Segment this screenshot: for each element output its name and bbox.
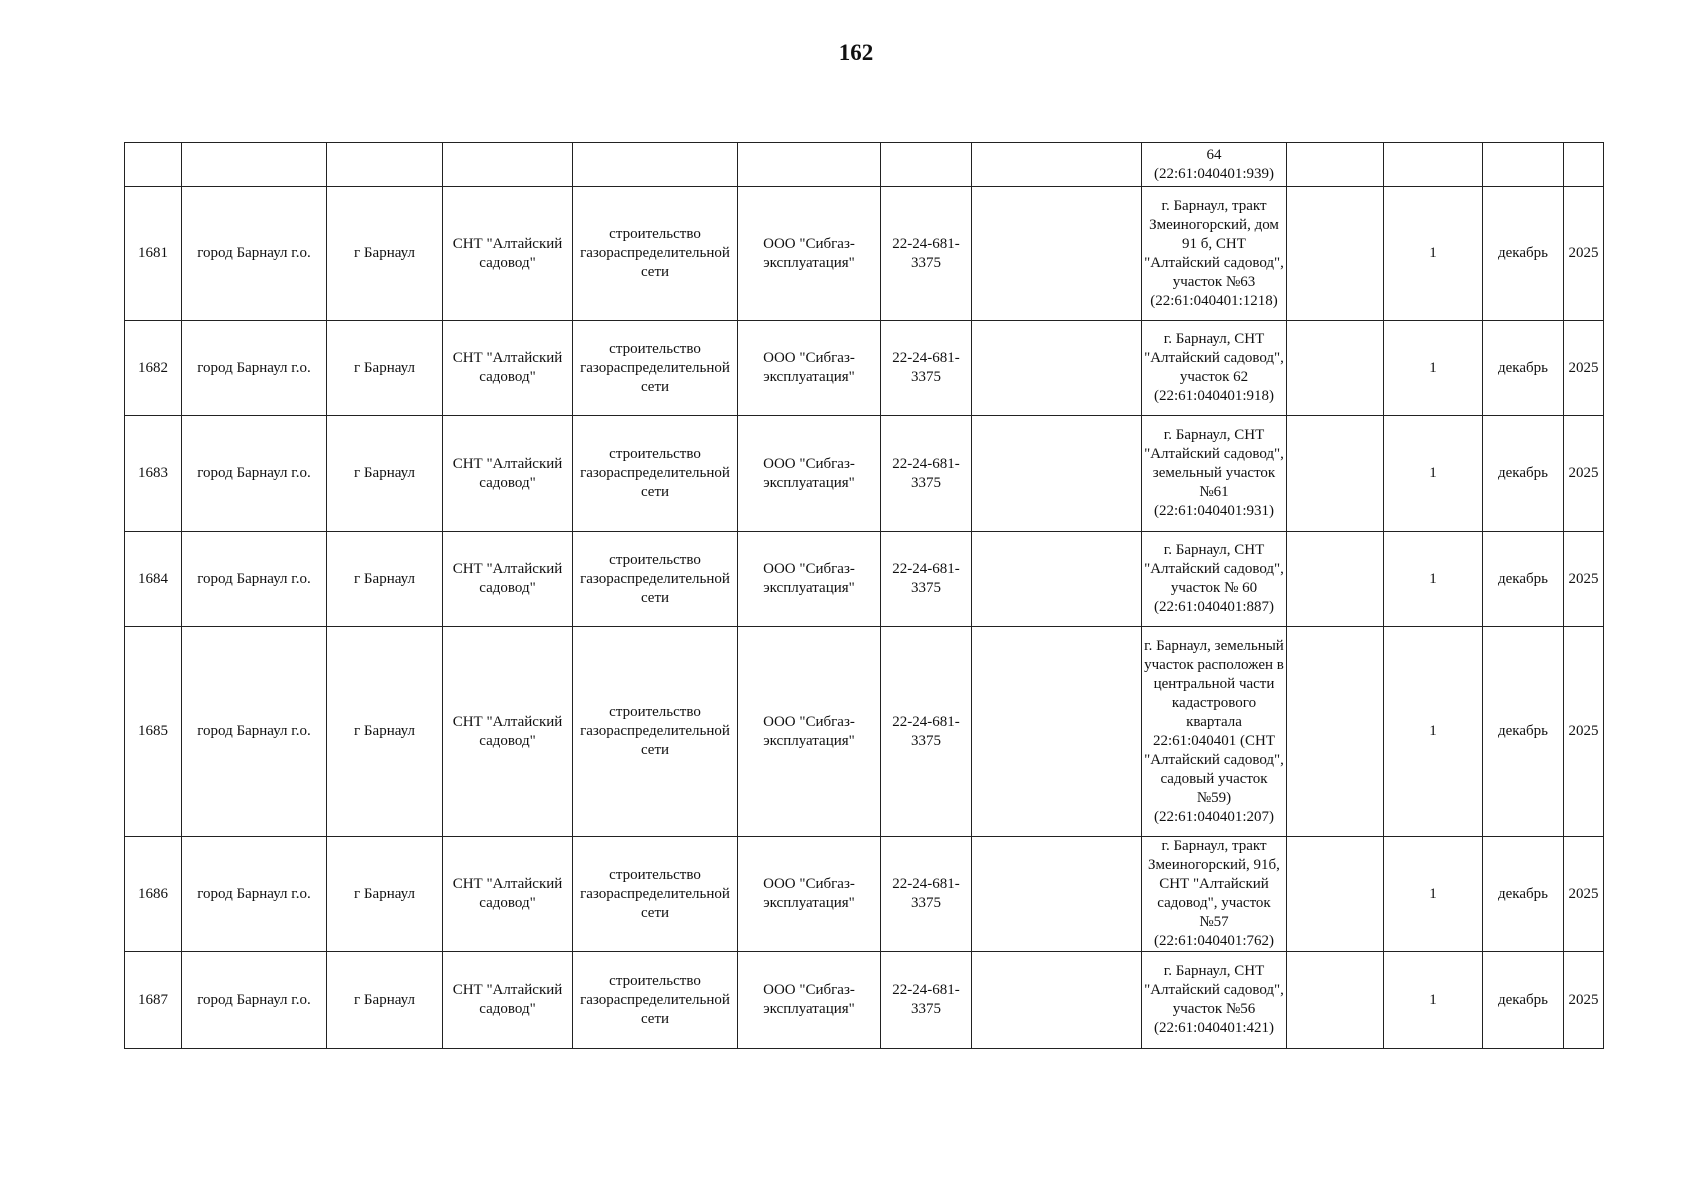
- cell-address: г. Барнаул, СНТ "Алтайский садовод", участок №56 (22:61:040401:421): [1142, 952, 1287, 1049]
- cell-extra: [972, 952, 1142, 1049]
- cell-object: СНТ "Алтайский садовод": [443, 627, 573, 837]
- cell-blank: [1287, 952, 1384, 1049]
- cell-count: 1: [1384, 187, 1483, 321]
- cell-year: 2025: [1564, 627, 1604, 837]
- cell-extra: [972, 416, 1142, 532]
- cell-locality: г Барнаул: [327, 416, 443, 532]
- cell-code: 22-24-681-3375: [881, 416, 972, 532]
- cell-locality: г Барнаул: [327, 532, 443, 627]
- cell-count: 1: [1384, 952, 1483, 1049]
- cell-month: декабрь: [1483, 321, 1564, 416]
- cell-address: г. Барнаул, СНТ "Алтайский садовод", участок 62 (22:61:040401:918): [1142, 321, 1287, 416]
- table-row: [125, 837, 1604, 952]
- cell-locality: г Барнаул: [327, 321, 443, 416]
- cell-year: [1564, 143, 1604, 187]
- cell-work: строительство газораспределительной сети: [573, 532, 738, 627]
- cell-address: г. Барнаул, СНТ "Алтайский садовод", участок № 60 (22:61:040401:887): [1142, 532, 1287, 627]
- cell-locality: г Барнаул: [327, 837, 443, 952]
- cell-extra: [972, 187, 1142, 321]
- cell-work: [573, 143, 738, 187]
- cell-code: 22-24-681-3375: [881, 532, 972, 627]
- cell-month: декабрь: [1483, 837, 1564, 952]
- cell-object: СНТ "Алтайский садовод": [443, 952, 573, 1049]
- cell-municipality: город Барнаул г.о.: [182, 952, 327, 1049]
- cell-organization: ООО "Сибгаз-эксплуатация": [738, 321, 881, 416]
- cell-organization: ООО "Сибгаз-эксплуатация": [738, 416, 881, 532]
- cell-work: строительство газораспределительной сети: [573, 321, 738, 416]
- cell-code: 22-24-681-3375: [881, 187, 972, 321]
- cell-locality: г Барнаул: [327, 187, 443, 321]
- cell-number: 1684: [125, 532, 182, 627]
- cell-blank: [1287, 532, 1384, 627]
- table-row: [125, 952, 1604, 1049]
- cell-extra: [972, 321, 1142, 416]
- cell-code: 22-24-681-3375: [881, 837, 972, 952]
- cell-object: СНТ "Алтайский садовод": [443, 321, 573, 416]
- cell-year: 2025: [1564, 321, 1604, 416]
- cell-object: СНТ "Алтайский садовод": [443, 416, 573, 532]
- cell-organization: ООО "Сибгаз-эксплуатация": [738, 837, 881, 952]
- continuation-row: [125, 143, 1604, 187]
- cell-municipality: город Барнаул г.о.: [182, 416, 327, 532]
- table-row: [125, 416, 1604, 532]
- cell-locality: г Барнаул: [327, 952, 443, 1049]
- cell-work: строительство газораспределительной сети: [573, 837, 738, 952]
- cell-municipality: [182, 143, 327, 187]
- cell-code: 22-24-681-3375: [881, 627, 972, 837]
- cell-work: строительство газораспределительной сети: [573, 187, 738, 321]
- cell-municipality: город Барнаул г.о.: [182, 627, 327, 837]
- cell-count: 1: [1384, 416, 1483, 532]
- cell-municipality: город Барнаул г.о.: [182, 187, 327, 321]
- cell-year: 2025: [1564, 532, 1604, 627]
- cell-month: декабрь: [1483, 532, 1564, 627]
- table-row: [125, 321, 1604, 416]
- cell-code: 22-24-681-3375: [881, 952, 972, 1049]
- cell-address: г. Барнаул, земельный участок расположен в центральной части кадастрового квартала 22:61:040401 (СНТ "Алтайский садовод", садовый участок №59) (22:61:040401:207): [1142, 627, 1287, 837]
- cell-number: 1687: [125, 952, 182, 1049]
- cell-object: [443, 143, 573, 187]
- cell-organization: ООО "Сибгаз-эксплуатация": [738, 952, 881, 1049]
- table-body: [125, 143, 1604, 1049]
- cell-count: [1384, 143, 1483, 187]
- cell-organization: [738, 143, 881, 187]
- cell-locality: [327, 143, 443, 187]
- table-row: [125, 532, 1604, 627]
- cell-extra: [972, 837, 1142, 952]
- cell-blank: [1287, 627, 1384, 837]
- cell-extra: [972, 532, 1142, 627]
- cell-number: 1686: [125, 837, 182, 952]
- cell-municipality: город Барнаул г.о.: [182, 532, 327, 627]
- cell-year: 2025: [1564, 416, 1604, 532]
- cell-work: строительство газораспределительной сети: [573, 627, 738, 837]
- cell-count: 1: [1384, 627, 1483, 837]
- cell-month: декабрь: [1483, 187, 1564, 321]
- cell-code: [881, 143, 972, 187]
- page-number: 162: [838, 40, 874, 65]
- cell-year: 2025: [1564, 837, 1604, 952]
- cell-blank: [1287, 187, 1384, 321]
- cell-blank: [1287, 143, 1384, 187]
- cell-object: СНТ "Алтайский садовод": [443, 837, 573, 952]
- cell-address: г. Барнаул, тракт Змеиногорский, 91б, СНТ "Алтайский садовод", участок №57 (22:61:040401:762): [1142, 837, 1287, 952]
- cell-number: [125, 143, 182, 187]
- cell-organization: ООО "Сибгаз-эксплуатация": [738, 532, 881, 627]
- cell-month: декабрь: [1483, 627, 1564, 837]
- cell-organization: ООО "Сибгаз-эксплуатация": [738, 627, 881, 837]
- cell-address: 64 (22:61:040401:939): [1142, 143, 1287, 187]
- table-row: [125, 187, 1604, 321]
- cell-work: строительство газораспределительной сети: [573, 952, 738, 1049]
- cell-address: г. Барнаул, тракт Змеиногорский, дом 91 б, СНТ "Алтайский садовод", участок №63 (22:61:040401:1218): [1142, 187, 1287, 321]
- cell-extra: [972, 627, 1142, 837]
- cell-year: 2025: [1564, 952, 1604, 1049]
- cell-blank: [1287, 321, 1384, 416]
- cell-month: декабрь: [1483, 416, 1564, 532]
- cell-blank: [1287, 837, 1384, 952]
- cell-extra: [972, 143, 1142, 187]
- cell-count: 1: [1384, 321, 1483, 416]
- cell-object: СНТ "Алтайский садовод": [443, 532, 573, 627]
- cell-organization: ООО "Сибгаз-эксплуатация": [738, 187, 881, 321]
- registry-table: [124, 142, 1604, 1049]
- cell-code: 22-24-681-3375: [881, 321, 972, 416]
- cell-municipality: город Барнаул г.о.: [182, 321, 327, 416]
- table-row: [125, 627, 1604, 837]
- cell-month: декабрь: [1483, 952, 1564, 1049]
- cell-count: 1: [1384, 532, 1483, 627]
- cell-work: строительство газораспределительной сети: [573, 416, 738, 532]
- cell-number: 1682: [125, 321, 182, 416]
- cell-object: СНТ "Алтайский садовод": [443, 187, 573, 321]
- cell-locality: г Барнаул: [327, 627, 443, 837]
- cell-year: 2025: [1564, 187, 1604, 321]
- cell-count: 1: [1384, 837, 1483, 952]
- cell-blank: [1287, 416, 1384, 532]
- cell-number: 1683: [125, 416, 182, 532]
- cell-address: г. Барнаул, СНТ "Алтайский садовод", земельный участок №61 (22:61:040401:931): [1142, 416, 1287, 532]
- cell-municipality: город Барнаул г.о.: [182, 837, 327, 952]
- cell-number: 1681: [125, 187, 182, 321]
- cell-number: 1685: [125, 627, 182, 837]
- cell-month: [1483, 143, 1564, 187]
